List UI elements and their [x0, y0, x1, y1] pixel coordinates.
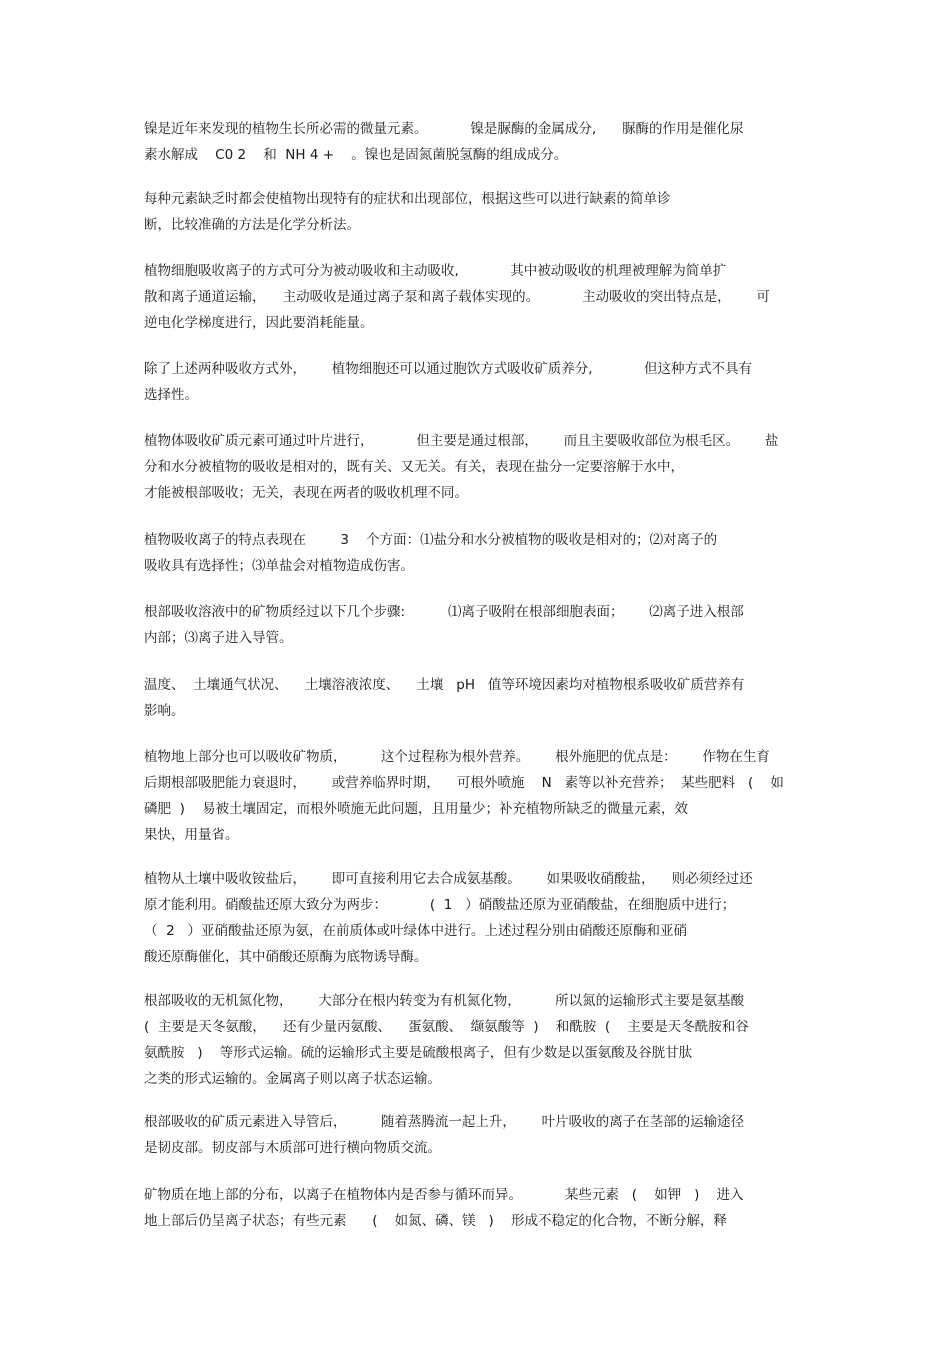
- text-line: 镍是近年来发现的植物生长所必需的微量元素。 镍是脲酶的金属成分, 脲酶的作用是催化尿: [144, 121, 744, 137]
- text-line: 后期根部吸肥能力衰退时， 或营养临界时期， 可根外喷施 N 素等以补充营养； 某些肥料 ( 如: [144, 775, 784, 791]
- text-line: 逆电化学梯度进行，因此要消耗能量。: [144, 315, 374, 331]
- text-line: 内部；⑶离子进入导管。: [144, 630, 293, 646]
- paragraph-absorption-steps: [144, 599, 809, 651]
- text-line: 根部吸收溶液中的矿物质经过以下几个步骤: ⑴离子吸附在根部细胞表面； ⑵离子进入根部: [144, 604, 744, 620]
- paragraph-nitrogen-transport: [144, 988, 809, 1092]
- paragraph-environmental-factors: [144, 672, 809, 724]
- text-line: 才能被根部吸收；无关，表现在两者的吸收机理不同。: [144, 485, 468, 501]
- text-line: 根部吸收的无机氮化物， 大部分在根内转变为有机氮化物， 所以氮的运输形式主要是氨基酸: [144, 993, 745, 1009]
- text-line: 是韧皮部。韧皮部与木质部可进行横向物质交流。: [144, 1140, 441, 1156]
- text-line: 温度、 土壤通气状况、 土壤溶液浓度、 土壤 pH 值等环境因素均对植物根系吸收矿质营养有: [144, 677, 745, 693]
- text-line: 氨酰胺 ) 等形式运输。硫的运输形式主要是硫酸根离子，但有少数是以蛋氨酸及谷胱甘肽: [144, 1045, 693, 1061]
- text-line: 分和水分被植物的吸收是相对的，既有关、又无关。有关，表现在盐分一定要溶解于水中，: [144, 459, 684, 475]
- text-line: 酸还原酶催化，其中硝酸还原酶为底物诱导酶。: [144, 949, 428, 965]
- text-line: 植物地上部分也可以吸收矿物质， 这个过程称为根外营养。 根外施肥的优点是： 作物在生育: [144, 749, 770, 765]
- paragraph-mineral-distribution: [144, 1182, 809, 1234]
- text-line: 散和离子通道运输， 主动吸收是通过离子泵和离子载体实现的。 主动吸收的突出特点是， 可: [144, 289, 770, 305]
- paragraph-absorption-sites: [144, 428, 809, 506]
- paragraph-nickel: [144, 116, 809, 168]
- text-line: 影响。: [144, 703, 185, 719]
- text-line: 磷肥 ) 易被土壤固定，而根外喷施无此问题，且用量少；补充植物所缺乏的微量元素，效: [144, 801, 689, 817]
- text-line: ( 主要是天冬氨酸， 还有少量丙氨酸、 蛋氨酸、 缬氨酸等 ) 和酰胺 ( 主要是天冬酰胺和谷: [144, 1019, 749, 1035]
- text-line: 根部吸收的矿质元素进入导管后， 随着蒸腾流一起上升， 叶片吸收的离子在茎部的运输途径: [144, 1114, 745, 1130]
- text-line: 植物吸收离子的特点表现在 3 个方面：⑴盐分和水分被植物的吸收是相对的；⑵对离子的: [144, 532, 718, 548]
- text-line: 矿物质在地上部的分布，以离子在植物体内是否参与循环而异。 某些元素 ( 如钾 ) 进入: [144, 1187, 744, 1203]
- text-line: 断，比较准确的方法是化学分析法。: [144, 217, 360, 233]
- paragraph-deficiency-symptoms: [144, 186, 809, 238]
- paragraph-ion-absorption-modes: [144, 258, 809, 336]
- paragraph-xylem-phloem: [144, 1109, 809, 1161]
- text-line: 素水解成 C0 2 和 NH 4 + 。镍也是固氮菌脱氢酶的组成成分。: [144, 147, 568, 163]
- paragraph-foliar-nutrition: [144, 744, 809, 848]
- paragraph-pinocytosis: [144, 356, 809, 408]
- text-line: 原才能利用。硝酸盐还原大致分为两步： ( 1 ）硝酸盐还原为亚硝酸盐，在细胞质中进行；: [144, 897, 736, 913]
- paragraph-absorption-features: [144, 527, 809, 579]
- text-line: 之类的形式运输的。金属离子则以离子状态运输。: [144, 1071, 441, 1087]
- text-line: 植物从土壤中吸收铵盐后， 即可直接利用它去合成氨基酸。 如果吸收硝酸盐， 则必须经过还: [144, 871, 753, 887]
- text-line: 植物细胞吸收离子的方式可分为被动吸收和主动吸收, 其中被动吸收的机理被理解为简单扩: [144, 263, 727, 279]
- text-line: 每种元素缺乏时都会使植物出现特有的症状和出现部位，根据这些可以进行缺素的简单诊: [144, 191, 671, 207]
- text-line: 吸收具有选择性；⑶单盐会对植物造成伤害。: [144, 558, 414, 574]
- text-line: 除了上述两种吸收方式外， 植物细胞还可以通过胞饮方式吸收矿质养分, 但这种方式不具有: [144, 361, 753, 377]
- text-line: 地上部后仍呈离子状态；有些元素 ( 如氮、磷、镁 ) 形成不稳定的化合物，不断分解，释: [144, 1213, 727, 1229]
- paragraph-nitrate-reduction: [144, 866, 809, 970]
- text-line: 果快，用量省。: [144, 827, 239, 843]
- text-line: 植物体吸收矿质元素可通过叶片进行， 但主要是通过根部， 而且主要吸收部位为根毛区。 盐: [144, 433, 779, 449]
- text-line: 选择性。: [144, 387, 198, 403]
- text-line: （ 2 ）亚硝酸盐还原为氨，在前质体或叶绿体中进行。上述过程分别由硝酸还原酶和亚硝: [144, 923, 688, 939]
